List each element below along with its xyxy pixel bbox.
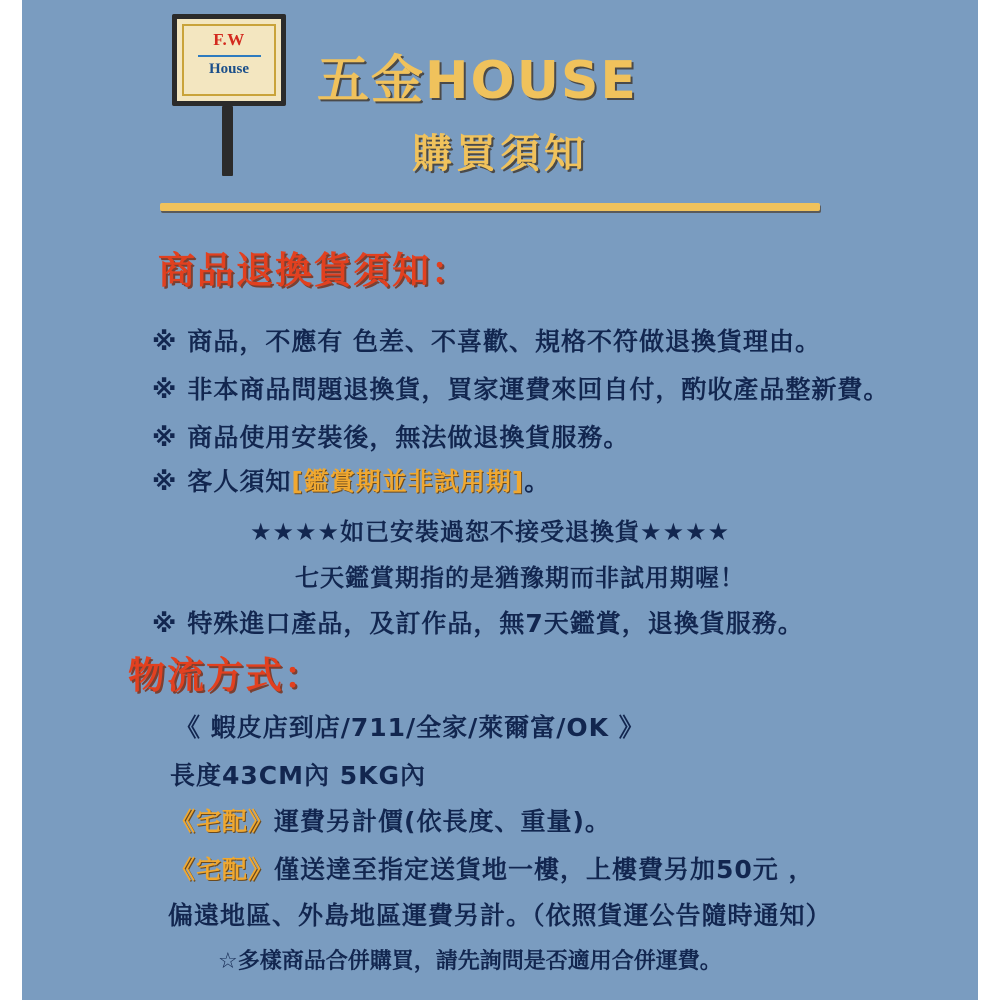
returns-item-1 xyxy=(152,322,821,358)
signboard-post xyxy=(222,106,233,176)
shipping-line-5: 偏遠地區、外島地區運費另計。（依照貨運公告隨時通知） xyxy=(168,901,832,930)
bullet-mark-icon: ※ xyxy=(152,423,178,452)
poster-header xyxy=(22,0,978,205)
shipping-line-2: 長度43CM內 5KG內 xyxy=(170,761,427,790)
returns-item-2 xyxy=(152,370,889,406)
returns-notice xyxy=(152,462,550,498)
returns-item-4 xyxy=(152,604,804,640)
returns-item-3-text: 商品使用安裝後，無法做退換貨服務。 xyxy=(187,423,630,452)
returns-item-2-text: 非本商品問題退換貨，買家運費來回自付，酌收產品整新費。 xyxy=(187,375,890,404)
shipping-line-4-tag: 《宅配》 xyxy=(170,855,275,884)
shipping-line-3 xyxy=(170,802,611,838)
signboard-brand-word: House xyxy=(208,61,249,77)
signboard-brand-initials: F.W xyxy=(213,30,245,49)
shipping-line-4 xyxy=(170,850,815,886)
shipping-line-4-text: 僅送達至指定送貨地一樓，上樓費另加50元 ， xyxy=(274,855,815,884)
shipping-line-3-text: 運費另計價(依長度、重量)。 xyxy=(274,807,611,836)
bullet-mark-icon: ※ xyxy=(152,467,178,496)
returns-notice-prefix: 客人須知 xyxy=(187,467,292,496)
shipping-section-title: 物流方式： xyxy=(128,654,323,697)
returns-notice-highlight: [鑑賞期並非試用期] xyxy=(291,467,525,496)
left-margin xyxy=(0,0,22,1000)
signboard-divider xyxy=(198,55,261,57)
returns-stars-line: ★★★★如已安裝過恕不接受退換貨★★★★ xyxy=(250,518,731,546)
signboard-inner xyxy=(182,24,276,96)
returns-item-1-text: 商品，不應有 色差、不喜歡、規格不符做退換貨理由。 xyxy=(187,327,822,356)
shipping-line-6: ☆多樣商品合併購買，請先詢問是否適用合併運費。 xyxy=(218,949,722,974)
returns-item-4-text: 特殊進口產品，及訂作品，無7天鑑賞，退換貨服務。 xyxy=(187,609,804,638)
page-subtitle: 購買須知 xyxy=(412,131,588,177)
header-divider xyxy=(160,203,820,211)
shipping-line-3-tag: 《宅配》 xyxy=(170,807,275,836)
returns-item-3 xyxy=(152,418,629,454)
returns-section-title: 商品退換貨須知： xyxy=(158,249,470,292)
shop-signboard-logo xyxy=(172,14,292,184)
bullet-mark-icon: ※ xyxy=(152,327,178,356)
signboard-frame xyxy=(172,14,286,106)
returns-notice-suffix: 。 xyxy=(524,467,551,496)
returns-seven-day-line: 七天鑑賞期指的是猶豫期而非試用期喔！ xyxy=(295,564,745,592)
bullet-mark-icon: ※ xyxy=(152,375,178,404)
page-title: 五金HOUSE xyxy=(317,51,638,111)
shipping-line-1: 《 蝦皮店到店/711/全家/萊爾富/OK 》 xyxy=(175,713,645,742)
right-margin xyxy=(978,0,1000,1000)
bullet-mark-icon: ※ xyxy=(152,609,178,638)
